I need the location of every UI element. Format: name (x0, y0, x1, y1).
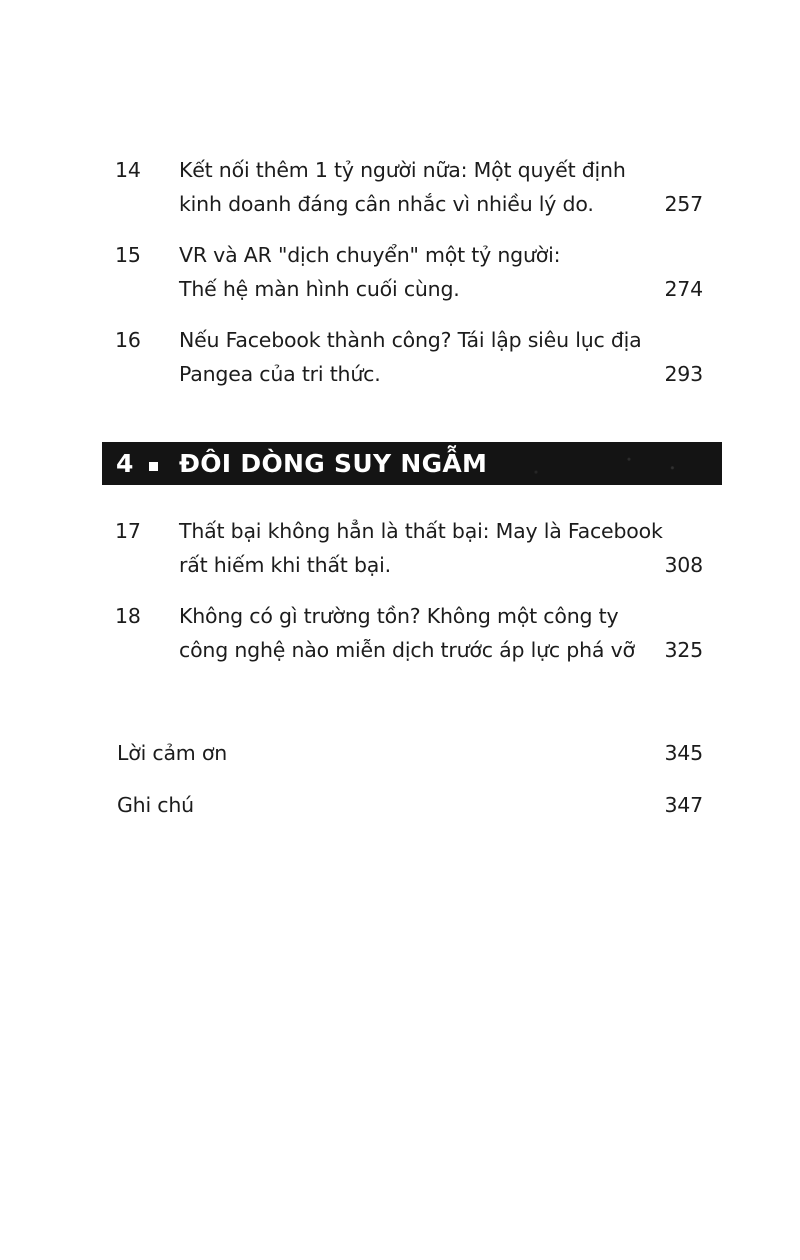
chapter-title-line-2-text: kinh doanh đáng cân nhắc vì nhiều lý do. (179, 192, 594, 216)
page-number: 293 (664, 362, 703, 386)
toc-entry-15[interactable] (115, 238, 703, 306)
chapter-number: 16 (115, 328, 141, 352)
page-number: 257 (664, 192, 703, 216)
chapter-title-line-1: Nếu Facebook thành công? Tái lập siêu lục địa (179, 328, 642, 352)
chapter-title-line-2 (179, 272, 703, 306)
page-number: 325 (664, 638, 703, 662)
square-bullet-icon (149, 462, 158, 471)
chapter-title-line-2-text: rất hiếm khi thất bại. (179, 553, 391, 577)
toc-entry-17[interactable] (115, 514, 703, 582)
toc-entry-14[interactable] (115, 153, 703, 221)
chapter-title-line-1: Kết nối thêm 1 tỷ người nữa: Một quyết định (179, 158, 626, 182)
toc-entry-notes[interactable] (117, 788, 703, 822)
page-number: 347 (664, 793, 703, 817)
toc-entry-18[interactable] (115, 599, 703, 667)
page-number: 274 (664, 277, 703, 301)
section-number: 4 (116, 449, 134, 478)
chapter-number: 15 (115, 243, 141, 267)
section-heading-banner (102, 442, 722, 485)
chapter-title-line-2-text: Pangea của tri thức. (179, 362, 381, 386)
chapter-number: 18 (115, 604, 141, 628)
chapter-title-line-1: Thất bại không hẳn là thất bại: May là Facebook (179, 519, 663, 543)
page-number: 308 (664, 553, 703, 577)
page-number: 345 (664, 741, 703, 765)
chapter-title-line-2 (179, 357, 703, 391)
chapter-title-line-2 (179, 187, 703, 221)
section-title: ĐÔI DÒNG SUY NGẪM (179, 449, 488, 478)
chapter-title-line-1: Không có gì trường tồn? Không một công ty (179, 604, 619, 628)
entry-label: Ghi chú (117, 793, 194, 817)
toc-entry-16[interactable] (115, 323, 703, 391)
chapter-title-line-2 (179, 633, 703, 667)
chapter-title-line-2-text: công nghệ nào miễn dịch trước áp lực phá vỡ (179, 638, 635, 662)
chapter-number: 17 (115, 519, 141, 543)
entry-label: Lời cảm ơn (117, 741, 228, 765)
chapter-title-line-2-text: Thế hệ màn hình cuối cùng. (179, 277, 460, 301)
toc-entry-acknowledgements[interactable] (117, 736, 703, 770)
chapter-number: 14 (115, 158, 141, 182)
chapter-title-line-1: VR và AR "dịch chuyển" một tỷ người: (179, 243, 561, 267)
chapter-title-line-2 (179, 548, 703, 582)
